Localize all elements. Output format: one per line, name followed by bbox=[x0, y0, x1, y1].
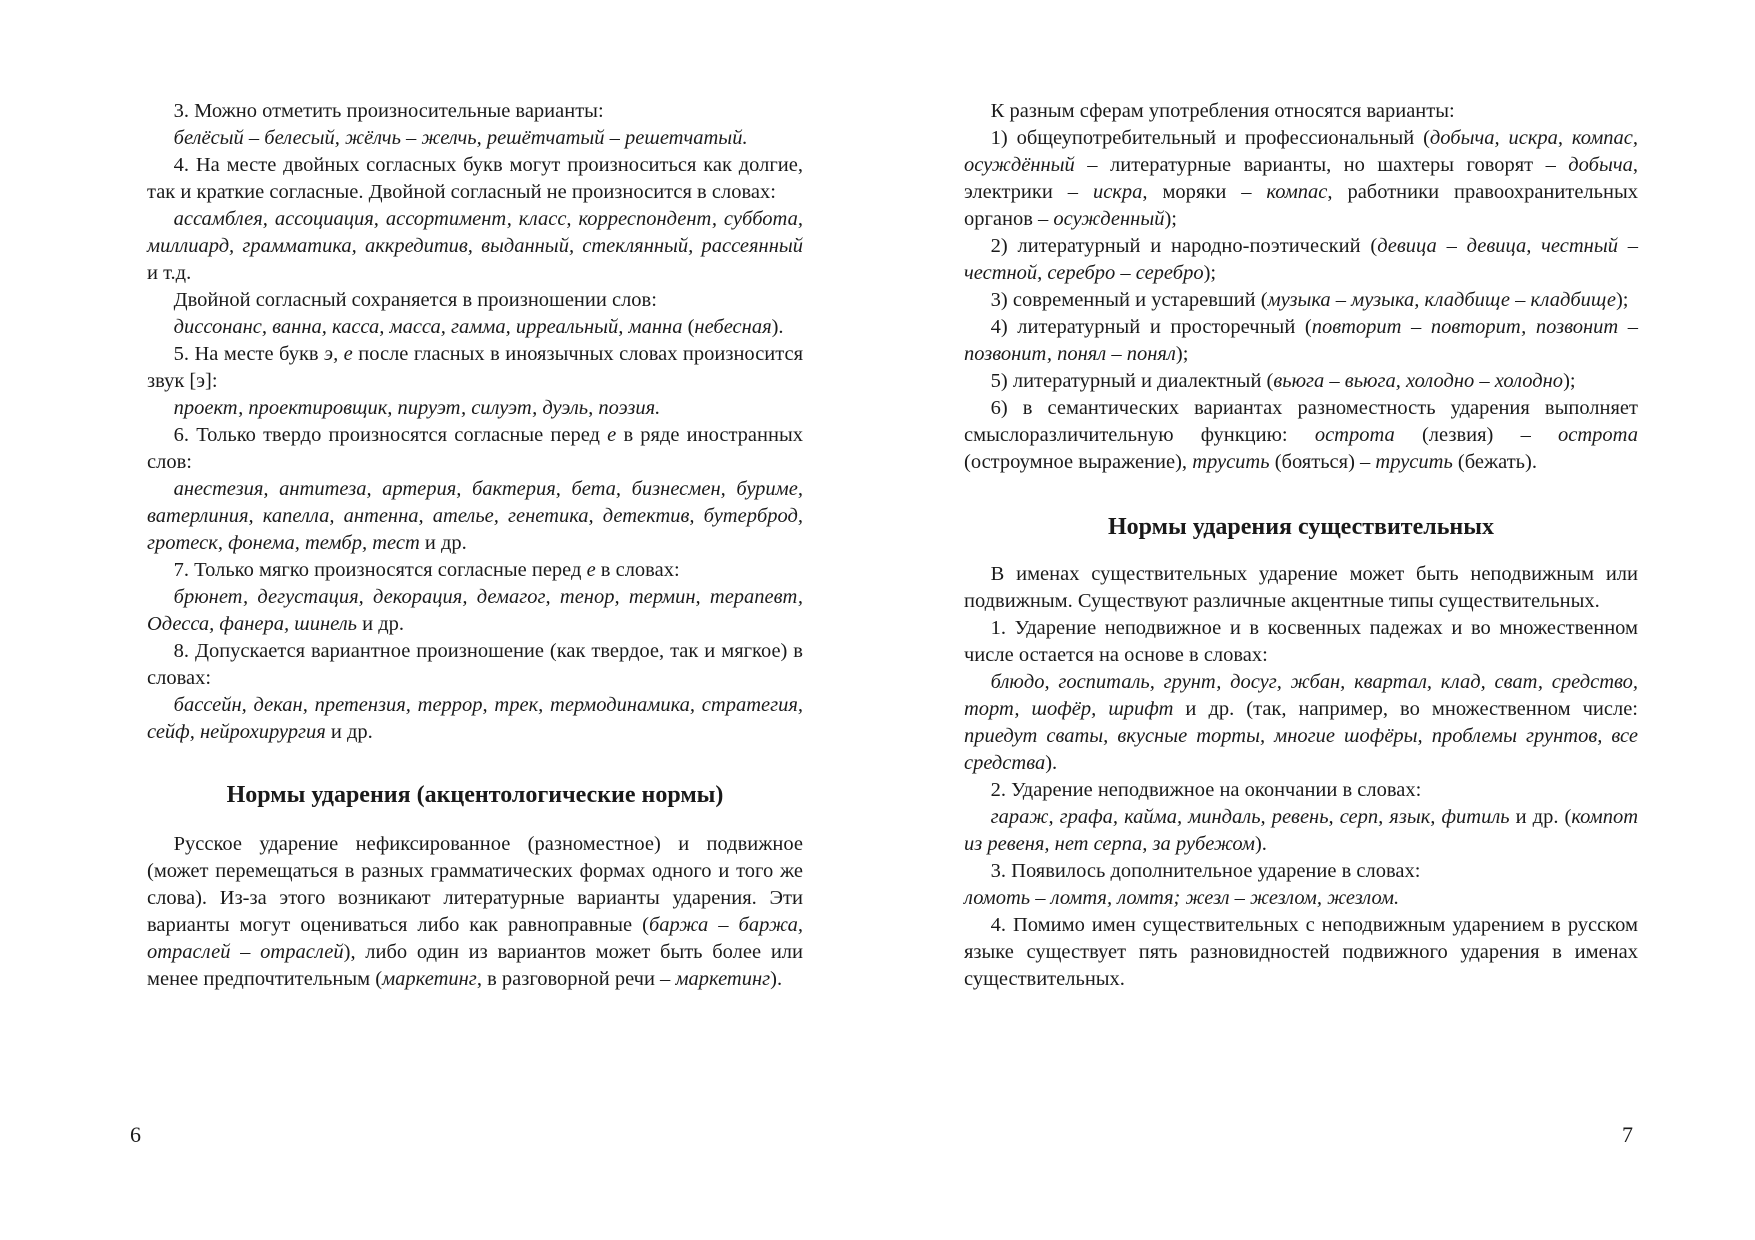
text-run: 2) литературный и народно-поэтический ( bbox=[990, 235, 1378, 257]
paragraph bbox=[147, 395, 803, 422]
example-words: баржа – баржа, отраслей – отраслей bbox=[147, 914, 804, 963]
text-run: ); bbox=[1175, 343, 1189, 365]
paragraph bbox=[147, 831, 803, 993]
example-words: небесная bbox=[694, 316, 772, 338]
text-run: 4. Помимо имен существительных с неподвижным ударением в русском языке существует пять разновидностей подвижного ударения в именах существительных. bbox=[964, 914, 1638, 990]
page-number-right: 7 bbox=[1622, 1122, 1633, 1147]
text-run: Нормы ударения (акцентологические нормы) bbox=[226, 782, 724, 808]
text-run: ); bbox=[1164, 208, 1178, 230]
example-words: проект, проектировщик, пируэт, силуэт, дуэль, поэзия. bbox=[173, 397, 661, 419]
paragraph bbox=[964, 912, 1638, 993]
example-words: белёсый – белесый, жёлчь – желчь, решётчатый – решетчатый. bbox=[173, 127, 748, 149]
text-run: ( bbox=[682, 316, 695, 338]
text-run: К разным сферам употребления относятся варианты: bbox=[990, 100, 1455, 122]
section-heading bbox=[147, 782, 803, 809]
paragraph bbox=[964, 287, 1638, 314]
paragraph bbox=[964, 561, 1638, 615]
text-run: ). bbox=[1254, 833, 1267, 855]
text-run: 3) современный и устаревший ( bbox=[990, 289, 1268, 311]
example-words: компот из ревеня, нет серпа, за рубежом bbox=[964, 806, 1638, 855]
example-words: трусить bbox=[1375, 451, 1453, 473]
example-words: музыка – музыка, кладбище – кладбище bbox=[1267, 289, 1616, 311]
text-run: после гласных в иноязычных словах произносится звук [э]: bbox=[147, 343, 803, 392]
text-run: (бежать). bbox=[1452, 451, 1537, 473]
text-run: Русское ударение нефиксированное (разноместное) и подвижное (может перемещаться в разных грамматических формах одного и того же слова). Из-за этого возникают литературные варианты ударения. Эти варианты могут оцениваться либо как равноправные ( bbox=[147, 833, 803, 936]
example-words: е bbox=[607, 424, 617, 446]
text-run: 1. Ударение неподвижное и в косвенных падежах и во множественном числе остается на основе в словах: bbox=[964, 617, 1638, 666]
text-run: 6) в семантических вариантах разноместность ударения выполняет смыслоразличительную функцию: bbox=[964, 397, 1638, 446]
text-run: 4) литературный и просторечный ( bbox=[990, 316, 1312, 338]
paragraph bbox=[964, 125, 1638, 233]
text-run: (бояться) – bbox=[1269, 451, 1376, 473]
text-run: 3. Можно отметить произносительные варианты: bbox=[173, 100, 604, 122]
paragraph bbox=[147, 125, 803, 152]
text-run: 8. Допускается вариантное произношение (как твердое, так и мягкое) в словах: bbox=[147, 640, 803, 689]
paragraph bbox=[147, 638, 803, 692]
text-run: 4. На месте двойных согласных букв могут произноситься как долгие, так и краткие согласные. Двойной согласный не произносится в словах: bbox=[147, 154, 803, 203]
example-words: приедут сваты, вкусные торты, многие шофёры, проблемы грунтов, все средства bbox=[964, 725, 1638, 774]
text-run: и др. bbox=[419, 532, 467, 554]
left-page-text bbox=[147, 98, 803, 993]
text-run: В именах существительных ударение может быть неподвижным или подвижным. Существуют различные акцентные типы существительных. bbox=[964, 563, 1638, 612]
text-run: и др. bbox=[357, 613, 405, 635]
text-run: 5. На месте букв bbox=[173, 343, 325, 365]
text-run: ). bbox=[771, 316, 784, 338]
right-page-text bbox=[964, 98, 1638, 993]
paragraph bbox=[964, 885, 1638, 912]
text-run: (остроумное выражение), bbox=[964, 451, 1193, 473]
text-run: и др. bbox=[325, 721, 373, 743]
text-run: ). bbox=[770, 968, 783, 990]
paragraph bbox=[964, 615, 1638, 669]
example-words: компас bbox=[1266, 181, 1328, 203]
paragraph bbox=[964, 98, 1638, 125]
example-words: девица – девица, честный – честной, серебро – серебро bbox=[964, 235, 1638, 284]
paragraph bbox=[147, 422, 803, 476]
example-words: анестезия, антитеза, артерия, бактерия, бета, бизнесмен, буриме, ватерлиния, капелла, антенна, ателье, генетика, детектив, бутерброд, гротеск, фонема, тембр, тест bbox=[147, 478, 803, 554]
text-run: 5) литературный и диалектный ( bbox=[990, 370, 1274, 392]
paragraph bbox=[147, 206, 803, 287]
text-run: (лезвия) – bbox=[1394, 424, 1559, 446]
text-run: и др. ( bbox=[1509, 806, 1572, 828]
paragraph bbox=[147, 584, 803, 638]
text-run: , в разговорной речи – bbox=[476, 968, 676, 990]
text-run: , работники правоохранительных органов – bbox=[964, 181, 1638, 230]
paragraph bbox=[964, 395, 1638, 476]
text-run: , электрики – bbox=[964, 154, 1638, 203]
text-run: 7. Только мягко произносятся согласные перед bbox=[173, 559, 587, 581]
example-words: бассейн, декан, претензия, террор, трек, термодинамика, стратегия, сейф, нейрохирургия bbox=[147, 694, 803, 743]
example-words: блюдо, госпиталь, грунт, досуг, жбан, квартал, клад, сват, средство, торт, шофёр, шрифт bbox=[964, 671, 1638, 720]
text-run: и т.д. bbox=[147, 262, 192, 284]
text-run: ), либо один из вариантов может быть более или менее предпочтительным ( bbox=[147, 941, 803, 990]
paragraph bbox=[147, 287, 803, 314]
paragraph bbox=[147, 557, 803, 584]
text-run: в словах: bbox=[595, 559, 680, 581]
example-words: острота bbox=[1558, 424, 1638, 446]
paragraph bbox=[147, 476, 803, 557]
text-run: и др. (так, например, во множественном числе: bbox=[1173, 698, 1638, 720]
text-run: ); bbox=[1563, 370, 1576, 392]
paragraph bbox=[964, 804, 1638, 858]
text-run: ); bbox=[1615, 289, 1629, 311]
example-words: повторит – повторит, позвонит – позвонит, понял – понял bbox=[964, 316, 1638, 365]
example-words: ассамблея, ассоциация, ассортимент, класс, корреспондент, суббота, миллиард, грамматика, аккредитив, выданный, стеклянный, рассеянный bbox=[147, 208, 803, 257]
paragraph bbox=[964, 368, 1638, 395]
page-number-left: 6 bbox=[130, 1122, 141, 1147]
example-words: брюнет, дегустация, декорация, демагог, тенор, термин, терапевт, Одесса, фанера, шинель bbox=[147, 586, 803, 635]
example-words: трусить bbox=[1192, 451, 1270, 473]
paragraph bbox=[964, 314, 1638, 368]
paragraph bbox=[964, 858, 1638, 885]
example-words: э, е bbox=[324, 343, 353, 365]
text-run: 2. Ударение неподвижное на окончании в словах: bbox=[990, 779, 1422, 801]
paragraph bbox=[147, 314, 803, 341]
text-run: – литературные варианты, но шахтеры говорят – bbox=[1074, 154, 1569, 176]
example-words: добыча bbox=[1568, 154, 1633, 176]
paragraph bbox=[964, 233, 1638, 287]
paragraph bbox=[147, 692, 803, 746]
example-words: добыча, искра, компас, осуждённый bbox=[964, 127, 1638, 176]
paragraph bbox=[147, 341, 803, 395]
example-words: е bbox=[586, 559, 596, 581]
text-run: Нормы ударения существительных bbox=[1108, 514, 1494, 540]
text-run: в ряде иностранных слов: bbox=[147, 424, 803, 473]
text-run: , моряки – bbox=[1142, 181, 1267, 203]
example-words: диссонанс, ванна, касса, масса, гамма, ирреальный, манна bbox=[173, 316, 683, 338]
paragraph bbox=[964, 669, 1638, 777]
text-run: 6. Только твердо произносятся согласные перед bbox=[173, 424, 608, 446]
paragraph bbox=[964, 777, 1638, 804]
text-run: 3. Появилось дополнительное ударение в словах: bbox=[990, 860, 1421, 882]
example-words: острота bbox=[1314, 424, 1395, 446]
example-words: маркетинг bbox=[382, 968, 477, 990]
example-words: маркетинг bbox=[675, 968, 771, 990]
paragraph bbox=[147, 152, 803, 206]
text-run: ); bbox=[1203, 262, 1217, 284]
section-heading bbox=[964, 514, 1638, 541]
example-words: осужденный bbox=[1053, 208, 1165, 230]
text-run: Двойной согласный сохраняется в произношении слов: bbox=[173, 289, 657, 311]
example-words: ломоть – ломтя, ломтя; жезл – жезлом, жезлом. bbox=[964, 887, 1400, 909]
text-run: 1) общеупотребительный и профессиональный ( bbox=[990, 127, 1430, 149]
example-words: гараж, графа, кайма, миндаль, ревень, серп, язык, фитиль bbox=[990, 806, 1510, 828]
paragraph bbox=[147, 98, 803, 125]
text-run: ). bbox=[1045, 752, 1058, 774]
example-words: искра bbox=[1092, 181, 1143, 203]
example-words: вьюга – вьюга, холодно – холодно bbox=[1273, 370, 1564, 392]
